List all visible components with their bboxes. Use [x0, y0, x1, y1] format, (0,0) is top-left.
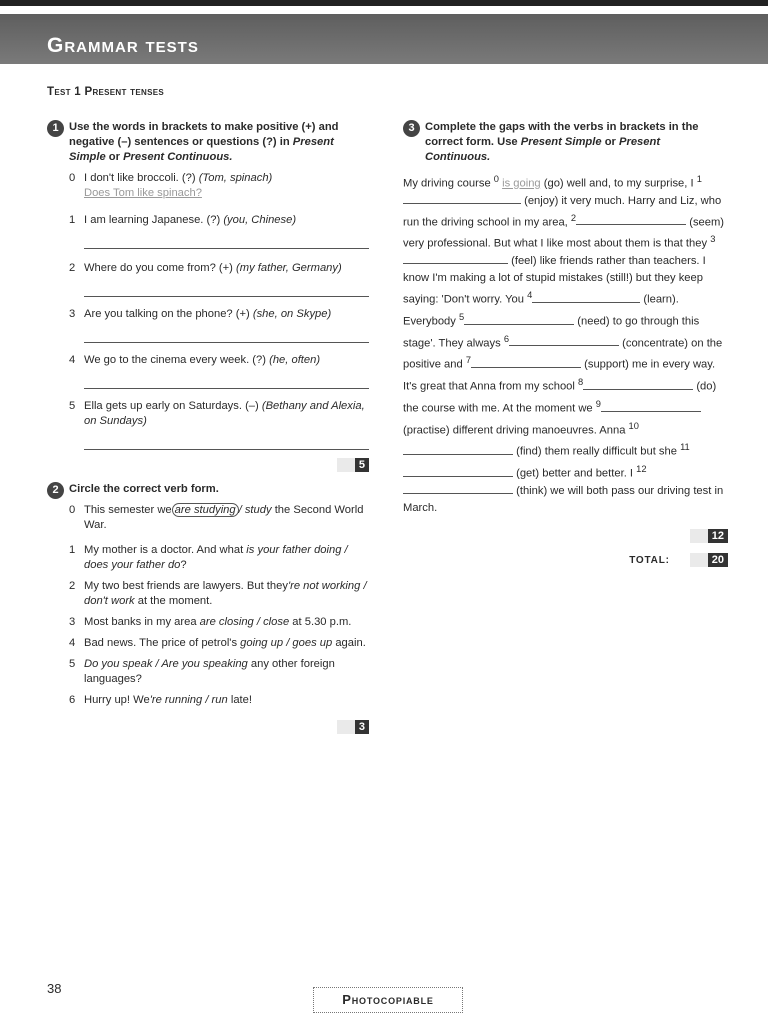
header-banner: [0, 14, 768, 64]
gap-1[interactable]: [403, 193, 521, 204]
gap-10[interactable]: [403, 444, 513, 455]
exercise-number: 3: [403, 120, 420, 137]
list-item[interactable]: 3 Most banks in my area are closing / close at 5.30 p.m.: [69, 616, 352, 628]
gap-7[interactable]: [471, 357, 581, 368]
total-score-box: 20: [690, 553, 728, 567]
gap-8[interactable]: [583, 379, 693, 390]
gap-5[interactable]: [464, 314, 574, 325]
list-item[interactable]: 2 My two best friends are lawyers. But they're not working / don't work at the moment.: [69, 580, 367, 607]
example-answer: is going: [502, 177, 541, 190]
list-item[interactable]: 5 Do you speak / Are you speaking any other foreign languages?: [69, 658, 335, 685]
list-item: 2 Where do you come from? (+) (my father, Germany): [69, 262, 342, 274]
score-box: 3: [337, 720, 369, 734]
page-title: Grammar tests: [47, 34, 199, 57]
gap-9[interactable]: [601, 401, 701, 412]
gap-2[interactable]: [576, 214, 686, 225]
answer-line[interactable]: [84, 234, 369, 249]
gap-4[interactable]: [532, 292, 640, 303]
list-item: 3 Are you talking on the phone? (+) (she, on Skype): [69, 308, 332, 320]
photocopiable-label: Photocopiable: [313, 987, 463, 1013]
gap-6[interactable]: [509, 335, 619, 346]
gap-12[interactable]: [403, 483, 513, 494]
answer-line[interactable]: [84, 374, 369, 389]
exercise-heading: Use the words in brackets to make positive (+) and negative (–) sentences or questions (?) in Present Simple or Present Continuous.: [69, 121, 339, 163]
list-item: 0 I don't like broccoli. (?) (Tom, spinach) Does Tom like spinach?: [69, 172, 273, 199]
score-box: 12: [690, 529, 728, 543]
gap-11[interactable]: [403, 466, 513, 477]
list-item: 1 I am learning Japanese. (?) (you, Chinese): [69, 214, 297, 226]
top-rule: [0, 0, 768, 6]
list-item[interactable]: 4 Bad news. The price of petrol's going up / goes up again.: [69, 637, 366, 649]
answer-line[interactable]: [84, 328, 369, 343]
gap-fill-text: My driving course $^0$ is going (go) well and, to my surprise, I $^1$ (enjoy) it very much. Harry and Liz, who run the driving school in my area, $^2$ (seem) very professional. But what I like most about them is that they $^3$ (feel) like friends rather than teachers. I know I'm making a lot of stupid mistakes (still!) but they keep saying: 'Don't worry. You $^4$ (learn). Everybody $^5$ (need) to go through this stage'. They always $^6$ (concentrate) on the positive and $^7$ (support) me in every way. It's great that Anna from my school $^8$ (do) the course with me. At the moment we $^9$ (practise) different driving manoeuvres. Anna $^{10}$ (find) them really difficult but she $^{11}$ (get) better and better. I $^{12}$ (think) we will both pass our driving test in March.: [403, 174, 725, 514]
score-box: 5: [337, 458, 369, 472]
exercise-number: 1: [47, 120, 64, 137]
circled-answer: are studying: [172, 503, 239, 517]
list-item: 5 Ella gets up early on Saturdays. (–) (Bethany and Alexia, on Sundays): [69, 400, 365, 427]
list-item: 0 This semester we are studying / study the Second World War.: [69, 504, 364, 531]
right-column: [403, 120, 728, 568]
exercise-heading: Complete the gaps with the verbs in brackets in the correct form. Use Present Simple or Present Continuous.: [425, 121, 699, 163]
total-label: TOTAL:: [629, 554, 670, 566]
left-column: [47, 120, 369, 744]
list-item: 4 We go to the cinema every week. (?) (he, often): [69, 354, 321, 366]
page-number: 38: [47, 981, 62, 996]
answer-line[interactable]: [84, 435, 369, 450]
list-item[interactable]: 1 My mother is a doctor. And what is your father doing / does your father do?: [69, 544, 348, 571]
total-row: [403, 553, 728, 568]
exercise-number: 2: [47, 482, 64, 499]
gap-3[interactable]: [403, 253, 508, 264]
exercise-heading: Circle the correct verb form.: [69, 483, 219, 495]
answer-line[interactable]: [84, 282, 369, 297]
exercise-2: [47, 482, 369, 734]
example-answer: Does Tom like spinach?: [84, 187, 202, 199]
exercise-3: [403, 120, 728, 165]
exercise-1: [47, 120, 369, 472]
list-item[interactable]: 6 Hurry up! We're running / run late!: [69, 694, 252, 706]
test-title: Test 1 Present tenses: [47, 86, 164, 98]
